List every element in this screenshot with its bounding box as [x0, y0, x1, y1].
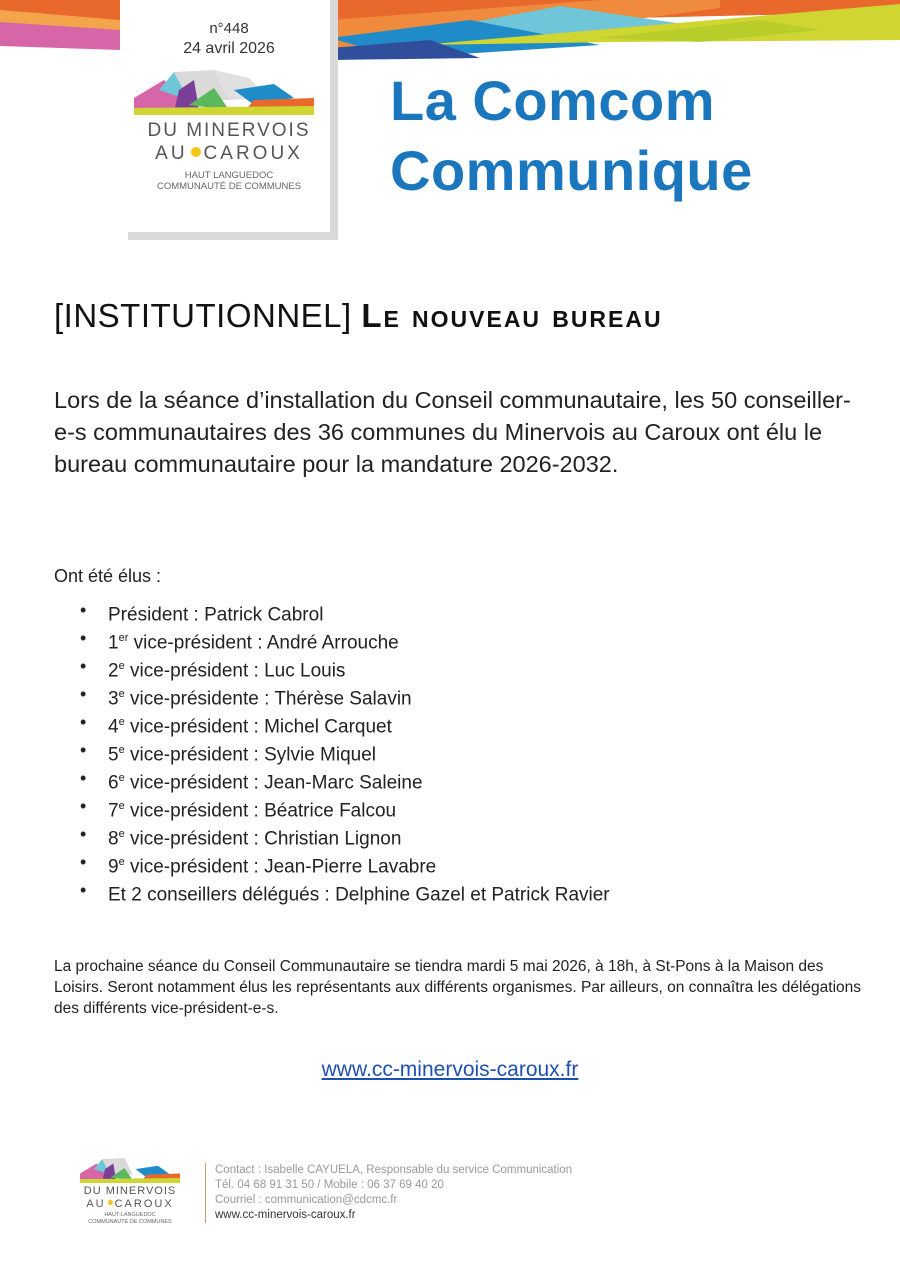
footer-sun-icon — [108, 1200, 113, 1205]
footer-logo-mountains-graphic — [80, 1158, 180, 1183]
logo-mountains-graphic — [134, 70, 314, 115]
list-item: • Et 2 conseillers délégués : Delphine Gazel et Patrick Ravier — [80, 876, 610, 904]
issue-number: n°448 — [209, 20, 249, 37]
bullet-icon: • — [80, 852, 87, 872]
footer-logo-line2: AU CAROUX — [86, 1198, 174, 1210]
newsletter-title-line2: Communique — [390, 139, 753, 202]
bullet-icon: • — [80, 600, 87, 620]
list-item: • 7e vice-président : Béatrice Falcou — [80, 792, 610, 820]
elected-list-intro: Ont été élus : — [54, 566, 162, 586]
list-item: • 1er vice-président : André Arrouche — [80, 624, 610, 652]
next-session-paragraph: La prochaine séance du Conseil Communautaire se tiendra mardi 5 mai 2026, à 18h, à St-Pons à la Maison des Loisirs. Seront notamment élus les représentants aux différents organismes. Par ailleurs, on connaîtra les délégations des différents vice-président-e-s. — [54, 958, 862, 1017]
list-item: • 5e vice-président : Sylvie Miquel — [80, 736, 610, 764]
list-item: • 2e vice-président : Luc Louis — [80, 652, 610, 680]
list-item: • 6e vice-président : Jean-Marc Saleine — [80, 764, 610, 792]
website-link[interactable]: www.cc-minervois-caroux.fr — [321, 1058, 579, 1081]
footer-contact-name: Contact : Isabelle CAYUELA, Responsable du service Communication — [215, 1164, 573, 1176]
heading-tag: [INSTITUTIONNEL] — [54, 297, 352, 334]
bullet-icon: • — [80, 796, 87, 816]
footer-contact — [205, 1163, 572, 1223]
logo-line4: COMMUNAUTÉ DE COMMUNES — [156, 181, 302, 192]
list-item: • 3e vice-présidente : Thérèse Salavin — [80, 680, 610, 708]
footer-logo-line1: DU MINERVOIS — [83, 1185, 177, 1197]
logo-line2-left: AU — [155, 143, 188, 164]
footer-logo-subtitle: HAUT-LANGUEDOC COMMUNAUTÉ DE COMMUNES — [88, 1212, 172, 1225]
footer-phone: Tél. 04 68 91 31 50 / Mobile : 06 37 69 40 20 — [215, 1179, 444, 1191]
bullet-icon: • — [80, 684, 87, 704]
bullet-icon: • — [80, 628, 87, 648]
newsletter-title-line1: La Comcom — [390, 69, 715, 132]
heading-text: Le nouveau bureau — [361, 297, 663, 334]
header-logo-panel — [128, 0, 338, 240]
bullet-icon: • — [80, 880, 87, 900]
list-item: • 9e vice-président : Jean-Pierre Lavabre — [80, 848, 610, 876]
list-item: • Président : Patrick Cabrol — [80, 596, 610, 624]
website-link-container — [0, 1058, 900, 1082]
list-item: • 4e vice-président : Michel Carquet — [80, 708, 610, 736]
logo-subtitle — [128, 170, 330, 192]
article-heading — [54, 297, 663, 335]
article-intro: Lors de la séance d’installation du Conseil communautaire, les 50 conseiller-e-s communautaires des 36 communes du Minervois au Caroux ont élu le bureau communautaire pour la mandature 2026-2032. — [54, 387, 851, 477]
footer-email[interactable]: Courriel : communication@cdcmc.fr — [215, 1194, 398, 1206]
bullet-icon: • — [80, 824, 87, 844]
logo-line3: HAUT LANGUEDOC — [184, 170, 274, 181]
bullet-icon: • — [80, 656, 87, 676]
footer-website[interactable]: www.cc-minervois-caroux.fr — [215, 1209, 356, 1221]
logo-line1: DU MINERVOIS — [147, 120, 311, 141]
bullet-icon: • — [80, 712, 87, 732]
bullet-icon: • — [80, 740, 87, 760]
sun-icon — [191, 147, 201, 157]
logo-line2 — [128, 143, 330, 165]
footer-logo — [80, 1158, 180, 1228]
bullet-icon: • — [80, 768, 87, 788]
list-item: • 8e vice-président : Christian Lignon — [80, 820, 610, 848]
logo-line2-right: CAROUX — [203, 143, 303, 164]
elected-members-list — [80, 596, 610, 904]
issue-date: 24 avril 2026 — [183, 40, 275, 57]
